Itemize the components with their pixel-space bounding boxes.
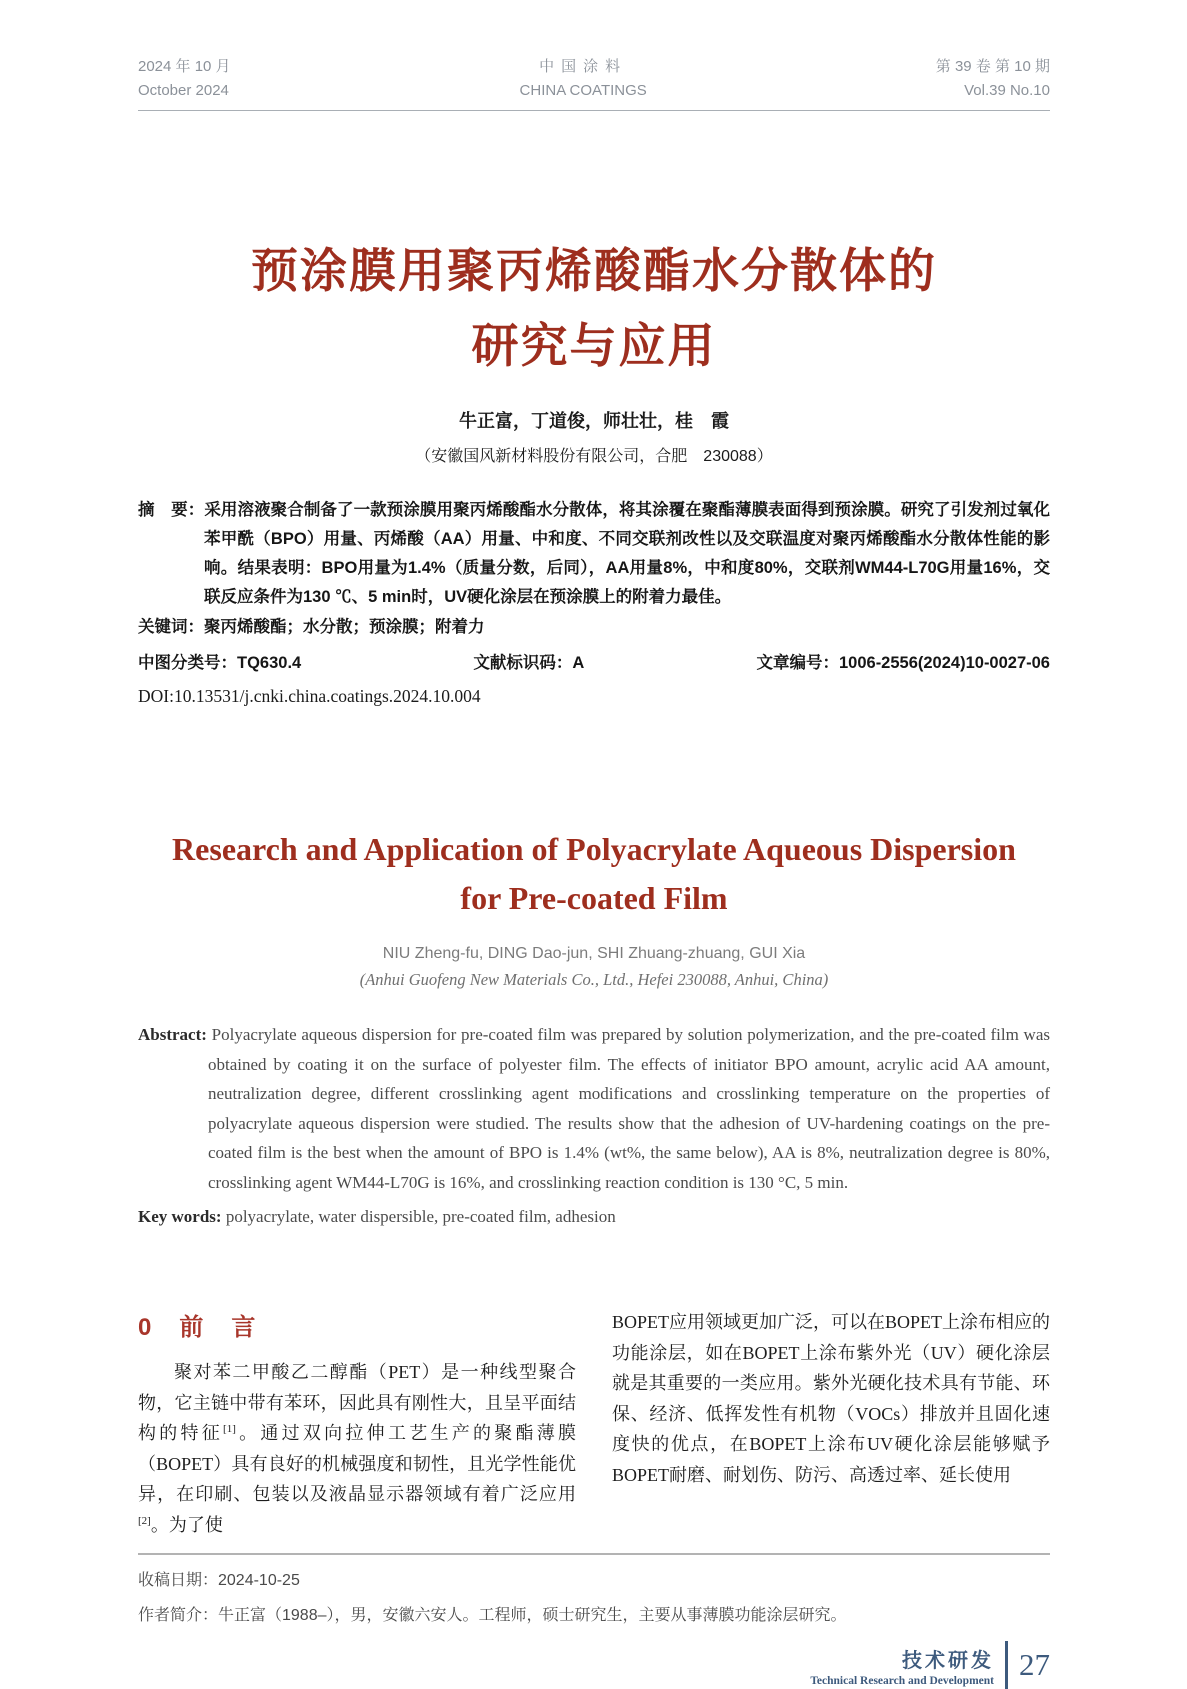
- abstract-cn-text: 采用溶液聚合制备了一款预涂膜用聚丙烯酸酯水分散体，将其涂覆在聚酯薄膜表面得到预涂膜。研究了引发剂过氧化苯甲酰（BPO）用量、丙烯酸（AA）用量、中和度、不同交联剂改性以及交联温度对聚丙烯酸酯水分散体性能的影响。结果表明：BPO用量为1.4%（质量分数，后同），AA用量8%，中和度80%，交联剂WM44-L70G用量16%，交联反应条件为130 ℃、5 min时，UV硬化涂层在预涂膜上的附着力最佳。: [204, 501, 1051, 606]
- article-title-en-line1: Research and Application of Polyacrylate Aqueous Dispersion: [172, 831, 1016, 867]
- clc-number: 中图分类号：TQ630.4: [138, 654, 302, 672]
- column-name-cn: 技术研发: [902, 1649, 994, 1672]
- article-number: 文章编号：1006-2556(2024)10-0027-06: [756, 654, 1050, 672]
- journal-name-cn: 中国涂料: [539, 58, 628, 75]
- header-volume-issue: [936, 55, 1050, 103]
- keywords-en-label: Key words:: [138, 1207, 222, 1226]
- body-paragraph-left: 聚对苯二甲酸乙二醇酯（PET）是一种线型聚合物，它主链中带有苯环，因此具有刚性大，且呈平面结构的特征[1]。通过双向拉伸工艺生产的聚酯薄膜（BOPET）具有良好的机械强度和韧性，且光学性能优异，在印刷、包装以及液晶显示器领域有着广泛应用[2]。为了使: [138, 1362, 577, 1535]
- article-title-en-line2: for Pre-coated Film: [460, 880, 728, 916]
- article-title-cn-line2: 研究与应用: [471, 319, 717, 372]
- article-title-cn-line1: 预涂膜用聚丙烯酸酯水分散体的: [251, 244, 937, 297]
- volume-issue-en: Vol.39 No.10: [964, 82, 1050, 99]
- classification-row: [138, 649, 1050, 673]
- abstract-en-label: Abstract:: [138, 1025, 207, 1044]
- author-bio: 作者简介：牛正富（1988–），男，安徽六安人。工程师，硕士研究生，主要从事薄膜功能涂层研究。: [138, 1607, 847, 1624]
- document-code: 文献标识码：A: [473, 654, 585, 672]
- issue-date-en: October 2024: [138, 82, 229, 99]
- affiliation-en: (Anhui Guofeng New Materials Co., Ltd., Hefei 230088, Anhui, China): [359, 970, 829, 989]
- affiliation-cn: （安徽国风新材料股份有限公司，合肥 230088）: [415, 448, 773, 465]
- abstract-cn: [138, 496, 1050, 612]
- page-number: 27: [1019, 1647, 1050, 1682]
- article-title-cn: [138, 233, 1050, 383]
- journal-name-en: CHINA COATINGS: [519, 82, 647, 99]
- keywords-cn: [138, 613, 1050, 642]
- abstract-en: [138, 1020, 1050, 1197]
- body-paragraph-right: BOPET应用领域更加广泛，可以在BOPET上涂布相应的功能涂层，如在BOPET上涂布紫外光（UV）硬化涂层就是其重要的一类应用。紫外光硬化技术具有节能、环保、经济、低挥发性有机物（VOCs）排放并且固化速度快的优点，在BOPET上涂布UV硬化涂层能够赋予BOPET耐磨、耐划伤、防污、高透过率、延长使用: [612, 1312, 1051, 1485]
- body-column-left: [138, 1307, 576, 1540]
- volume-issue-cn: 第 39 卷 第 10 期: [935, 58, 1050, 75]
- section-0-heading: 0 前 言: [138, 1314, 258, 1341]
- body-column-right: [612, 1307, 1050, 1540]
- page-footer: [138, 1641, 1050, 1689]
- keywords-cn-text: 聚丙烯酸酯；水分散；预涂膜；附着力: [204, 618, 485, 636]
- header-journal-name: [520, 55, 647, 103]
- keywords-en-text: polyacrylate, water dispersible, pre-coated film, adhesion: [225, 1207, 616, 1226]
- abstract-cn-label: 摘 要：: [138, 501, 205, 519]
- issue-date-cn: 2024 年 10 月: [138, 58, 231, 75]
- article-title-en: [138, 825, 1050, 923]
- keywords-en: [138, 1207, 1050, 1227]
- body-columns: [138, 1307, 1050, 1540]
- column-labels: [810, 1644, 994, 1687]
- footer-divider-bar: [1005, 1641, 1008, 1689]
- footnote-divider: [138, 1553, 1050, 1555]
- authors-en: NIU Zheng-fu, DING Dao-jun, SHI Zhuang-zhuang, GUI Xia: [382, 945, 806, 962]
- authors-cn: 牛正富，丁道俊，师壮壮，桂 霞: [459, 411, 729, 431]
- column-name-en: Technical Research and Development: [810, 1674, 994, 1687]
- abstract-en-text: Polyacrylate aqueous dispersion for pre-coated film was prepared by solution polymerization, and the pre-coated film was obtained by coating it on the surface of polyester film. The effects of initiator BPO amount, acrylic acid AA amount, neutralization degree, different crosslinking agent modifications and crosslinking temperature on the properties of polyacrylate aqueous dispersion were studied. The results show that the adhesion of UV-hardening coatings on the pre-coated film is the best when the amount of BPO is 1.4% (wt%, the same below), AA is 8%, neutralization degree is 80%, crosslinking agent WM44-L70G is 16%, and crosslinking reaction condition is 130 °C, 5 min.: [208, 1025, 1050, 1192]
- received-date: 收稿日期：2024-10-25: [138, 1572, 300, 1589]
- keywords-cn-label: 关键词：: [138, 618, 204, 636]
- header-issue-date: [138, 55, 231, 103]
- journal-header: [138, 55, 1050, 111]
- doi: DOI:10.13531/j.cnki.china.coatings.2024.10.004: [138, 686, 481, 706]
